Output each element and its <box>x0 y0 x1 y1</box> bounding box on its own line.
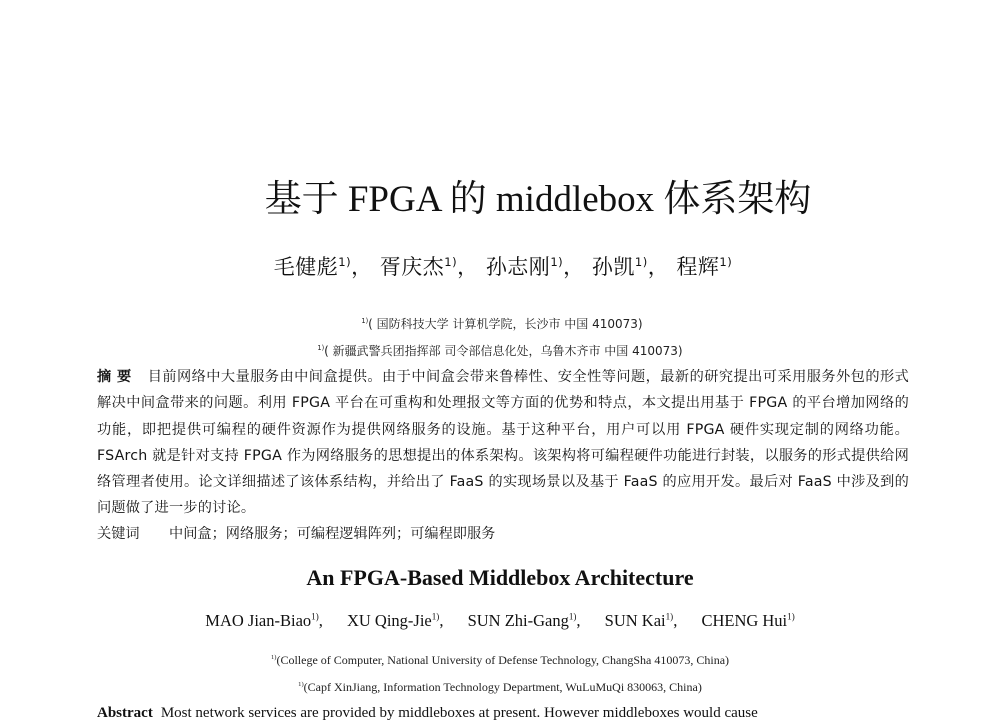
author-en: XU Qing-Jie$^{1)}$, <box>346 611 444 630</box>
author-list-chinese <box>0 252 1000 282</box>
abstract-english <box>97 703 909 723</box>
abstract-en-label: Abstract <box>97 705 153 721</box>
author-cn: 程辉$^{1)}$ <box>676 255 733 279</box>
author-en: MAO Jian-Biao$^{1)}$, <box>205 611 323 630</box>
title-chinese: 基于 FPGA 的 middlebox 体系架构 <box>264 179 812 220</box>
abstract-en-text: Most network services are provided by middleboxes at present. However middleboxes would cause <box>160 705 758 721</box>
abstract-cn-label: 摘 要 <box>97 369 132 385</box>
author-en: CHENG Hui$^{1)}$ <box>701 611 795 630</box>
author-cn: 毛健彪$^{1)}$， <box>273 255 373 279</box>
affiliation-cn-1: $^{1)}$( 国防科技大学 计算机学院，长沙市 中国 410073) <box>361 317 643 331</box>
keywords-chinese <box>97 522 495 546</box>
abstract-chinese <box>97 364 909 522</box>
affiliation-en-1: $^{1)}$(College of Computer, National University of Defense Technology, ChangSha 410073, China) <box>270 653 730 667</box>
author-list-english <box>0 607 1000 635</box>
abstract-cn-text: 目前网络中大量服务由中间盒提供。由于中间盒会带来鲁棒性、安全性等问题，最新的研究提出可采用服务外包的形式解决中间盒带来的问题。利用 FPGA 平台在可重构和处理报文等方面的优势和特点，本文提出用基于 FPGA 的平台增加网络的功能，即把提供可编程的硬件资源作为提供网络服务的设施。基于这种平台，用户可以用 FPGA 硬件实现定制的网络功能。FSArch 就是针对支持 FPGA 作为网络服务的思想提出的体系架构。该架构将可编程硬件功能进行封装，以服务的形式提供给网络管理者使用。论文详细描述了该体系结构，并给出了 FaaS 的实现场景以及基于 FaaS 的应用开发。最后对 FaaS 中涉及到的问题做了进一步的讨论。 <box>97 369 910 517</box>
title-english: An FPGA-Based Middlebox Architecture <box>306 565 694 590</box>
author-en: SUN Kai$^{1)}$, <box>604 611 678 630</box>
keywords-cn-text: 中间盒；网络服务；可编程逻辑阵列；可编程即服务 <box>169 526 496 542</box>
author-en: SUN Zhi-Gang$^{1)}$, <box>467 611 581 630</box>
keywords-cn-label: 关键词 <box>97 526 140 542</box>
affiliation-en-2: $^{1)}$(Capf XinJiang, Information Technology Department, WuLuMuQi 830063, China) <box>298 680 702 694</box>
affiliation-cn-2: $^{1)}$( 新疆武警兵团指挥部 司令部信息化处，乌鲁木齐市 中国 410073) <box>317 344 683 358</box>
author-cn: 孙志刚$^{1)}$， <box>485 255 585 279</box>
author-cn: 胥庆杰$^{1)}$， <box>379 255 479 279</box>
author-cn: 孙凯$^{1)}$， <box>591 255 670 279</box>
